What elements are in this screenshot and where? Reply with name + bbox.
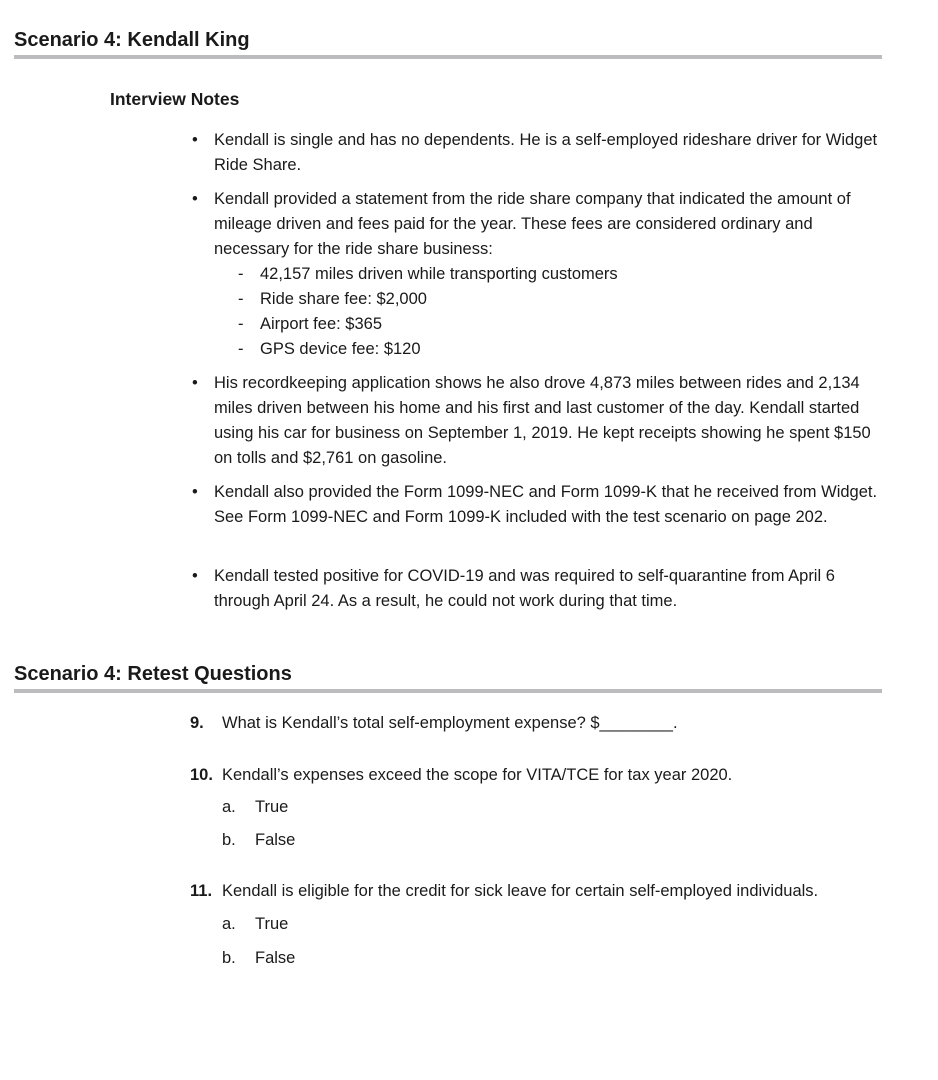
note-text: Kendall also provided the Form 1099-NEC and Form 1099-K that he received from Widget. See Form 1099-NEC and Form 1099-K included with the test scenario on page 202. — [214, 483, 878, 526]
note-text: Kendall provided a statement from the ride share company that indicated the amount of mileage driven and fees paid for the year. These fees are considered ordinary and necessary for the ride share business: — [214, 190, 851, 258]
divider — [14, 55, 882, 59]
sub-item-text: Airport fee: $365 — [260, 315, 382, 333]
note-item — [192, 480, 882, 530]
dash-icon: - — [238, 340, 244, 358]
option-false[interactable] — [222, 949, 295, 968]
bullet-icon: • — [192, 483, 198, 501]
option-letter: a. — [222, 915, 236, 933]
option-text: True — [255, 798, 289, 816]
retest-title: Scenario 4: Retest Questions — [14, 663, 292, 685]
sub-item-text: GPS device fee: $120 — [260, 340, 421, 358]
question-text: Kendall is eligible for the credit for sick leave for certain self-employed individuals. — [222, 882, 819, 900]
dash-icon: - — [238, 290, 244, 308]
sub-item — [214, 337, 882, 362]
question-number: 11. — [190, 882, 213, 900]
bullet-icon: • — [192, 131, 198, 149]
option-letter: b. — [222, 949, 236, 967]
question-10 — [190, 763, 732, 788]
note-text: His recordkeeping application shows he also drove 4,873 miles between rides and 2,134 miles driven between his home and his first and last customer of the day. Kendall started using his car for business on September 1, 2019. He kept receipts showing he spent $150 on tolls and $2,761 on gasoline. — [214, 374, 871, 467]
question-number: 9. — [190, 714, 204, 732]
dash-icon: - — [238, 265, 244, 283]
question-11 — [190, 879, 818, 904]
note-item — [192, 564, 882, 614]
option-letter: a. — [222, 798, 236, 816]
question-text: Kendall’s expenses exceed the scope for VITA/TCE for tax year 2020. — [222, 766, 733, 784]
option-text: False — [255, 949, 296, 967]
question-9 — [190, 711, 678, 736]
sub-item — [214, 262, 882, 287]
note-item — [192, 371, 882, 471]
bullet-icon: • — [192, 190, 198, 208]
question-number: 10. — [190, 766, 213, 784]
sub-item-text: Ride share fee: $2,000 — [260, 290, 427, 308]
option-text: False — [255, 831, 296, 849]
note-item — [192, 128, 882, 178]
divider — [14, 689, 882, 693]
bullet-icon: • — [192, 374, 198, 392]
option-true[interactable] — [222, 798, 288, 817]
option-text: True — [255, 915, 289, 933]
scenario-title: Scenario 4: Kendall King — [14, 29, 250, 51]
note-text: Kendall is single and has no dependents. He is a self-employed rideshare driver for Widget Ride Share. — [214, 131, 878, 174]
sub-item — [214, 312, 882, 337]
note-text: Kendall tested positive for COVID-19 and was required to self-quarantine from April 6 through April 24. As a result, he could not work during that time. — [214, 567, 835, 610]
notes-heading: Interview Notes — [110, 89, 240, 109]
question-text: What is Kendall’s total self-employment expense? $________. — [222, 714, 678, 732]
option-false[interactable] — [222, 831, 295, 850]
sub-item — [214, 287, 882, 312]
option-letter: b. — [222, 831, 236, 849]
dash-icon: - — [238, 315, 244, 333]
option-true[interactable] — [222, 915, 288, 934]
note-item — [192, 187, 882, 362]
sub-item-text: 42,157 miles driven while transporting customers — [260, 265, 618, 283]
bullet-icon: • — [192, 567, 198, 585]
